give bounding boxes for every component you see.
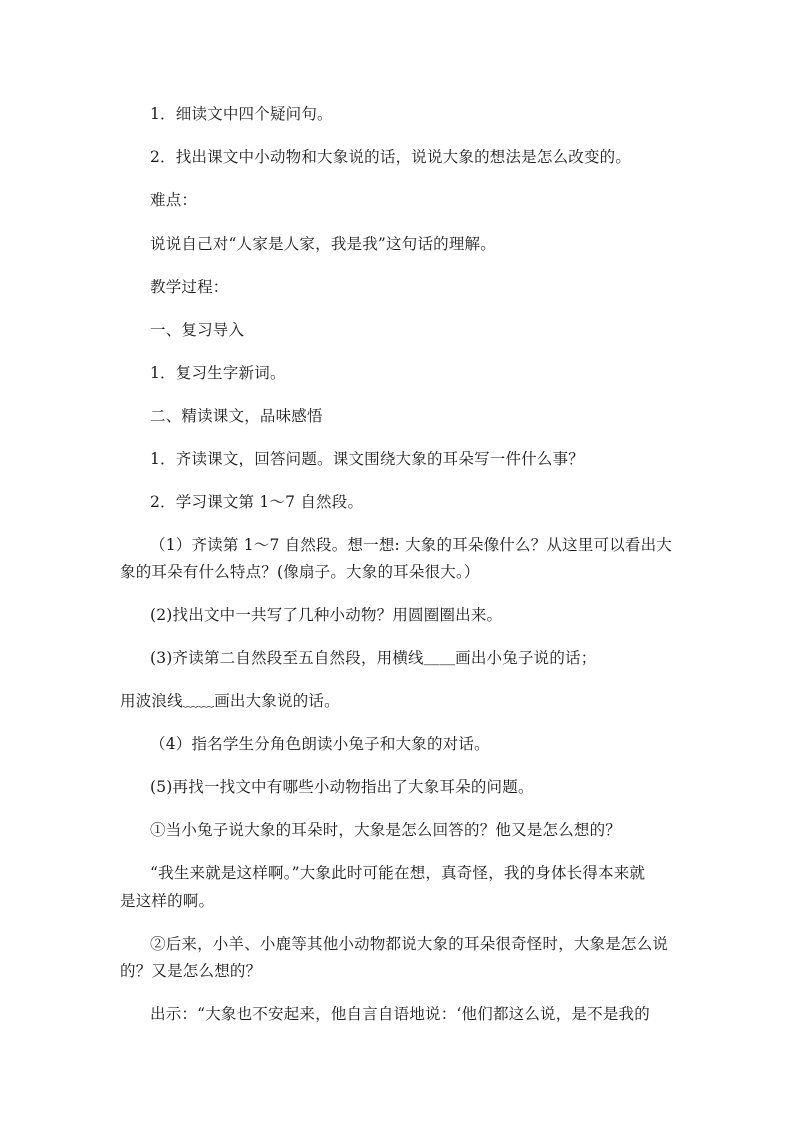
text-line: 1．齐读课文，回答问题。课文围绕大象的耳朵写一件什么事？ <box>150 450 584 468</box>
text-line: 说说自己对“人家是人家，我是我”这句话的理解。 <box>150 235 496 253</box>
text-line: 2．学习课文第 1～7 自然段。 <box>150 493 364 511</box>
section-heading: 难点： <box>150 191 198 209</box>
text-line: 2．找出课文中小动物和大象说的话，说说大象的想法是怎么改变的。 <box>150 148 632 166</box>
text-line: 用波浪线﹏﹏画出大象说的话。 <box>120 692 340 710</box>
text-line: （1）齐读第 1～7 自然段。想一想: 大象的耳朵像什么？从这里可以看出大 <box>150 536 672 554</box>
section-heading: 二、精读课文，品味感悟 <box>150 407 323 425</box>
text-line: 出示：“大象也不安起来，他自言自语地说：‘他们都这么说，是不是我的 <box>150 1005 650 1023</box>
text-line: （4）指名学生分角色朗读小兔子和大象的对话。 <box>150 735 490 753</box>
text-line: 象的耳朵有什么特点？(像扇子。大象的耳朵很大。） <box>120 563 480 581</box>
text-line: 1．细读文中四个疑问句。 <box>150 105 333 123</box>
section-heading: 教学过程： <box>150 278 229 296</box>
text-line: (3)齐读第二自然段至五自然段，用横线＿＿画出小兔子说的话； <box>150 649 597 667</box>
text-line: 的？又是怎么想的？ <box>120 962 262 980</box>
text-line: 1．复习生字新词。 <box>150 364 286 382</box>
text-line: (5)再找一找文中有哪些小动物指出了大象耳朵的问题。 <box>150 778 534 796</box>
text-line: 是这样的啊。 <box>120 892 215 910</box>
text-line: “我生来就是这样啊。”大象此时可能在想，真奇怪，我的身体长得本来就 <box>150 864 646 882</box>
text-line: ①当小兔子说大象的耳朵时，大象是怎么回答的？他又是怎么想的？ <box>150 821 622 839</box>
text-line: (2)找出文中一共写了几种小动物？用圆圈圈出来。 <box>150 606 503 624</box>
section-heading: 一、复习导入 <box>150 321 245 339</box>
text-line: ②后来，小羊、小鹿等其他小动物都说大象的耳朵很奇怪时，大象是怎么说 <box>150 935 669 953</box>
